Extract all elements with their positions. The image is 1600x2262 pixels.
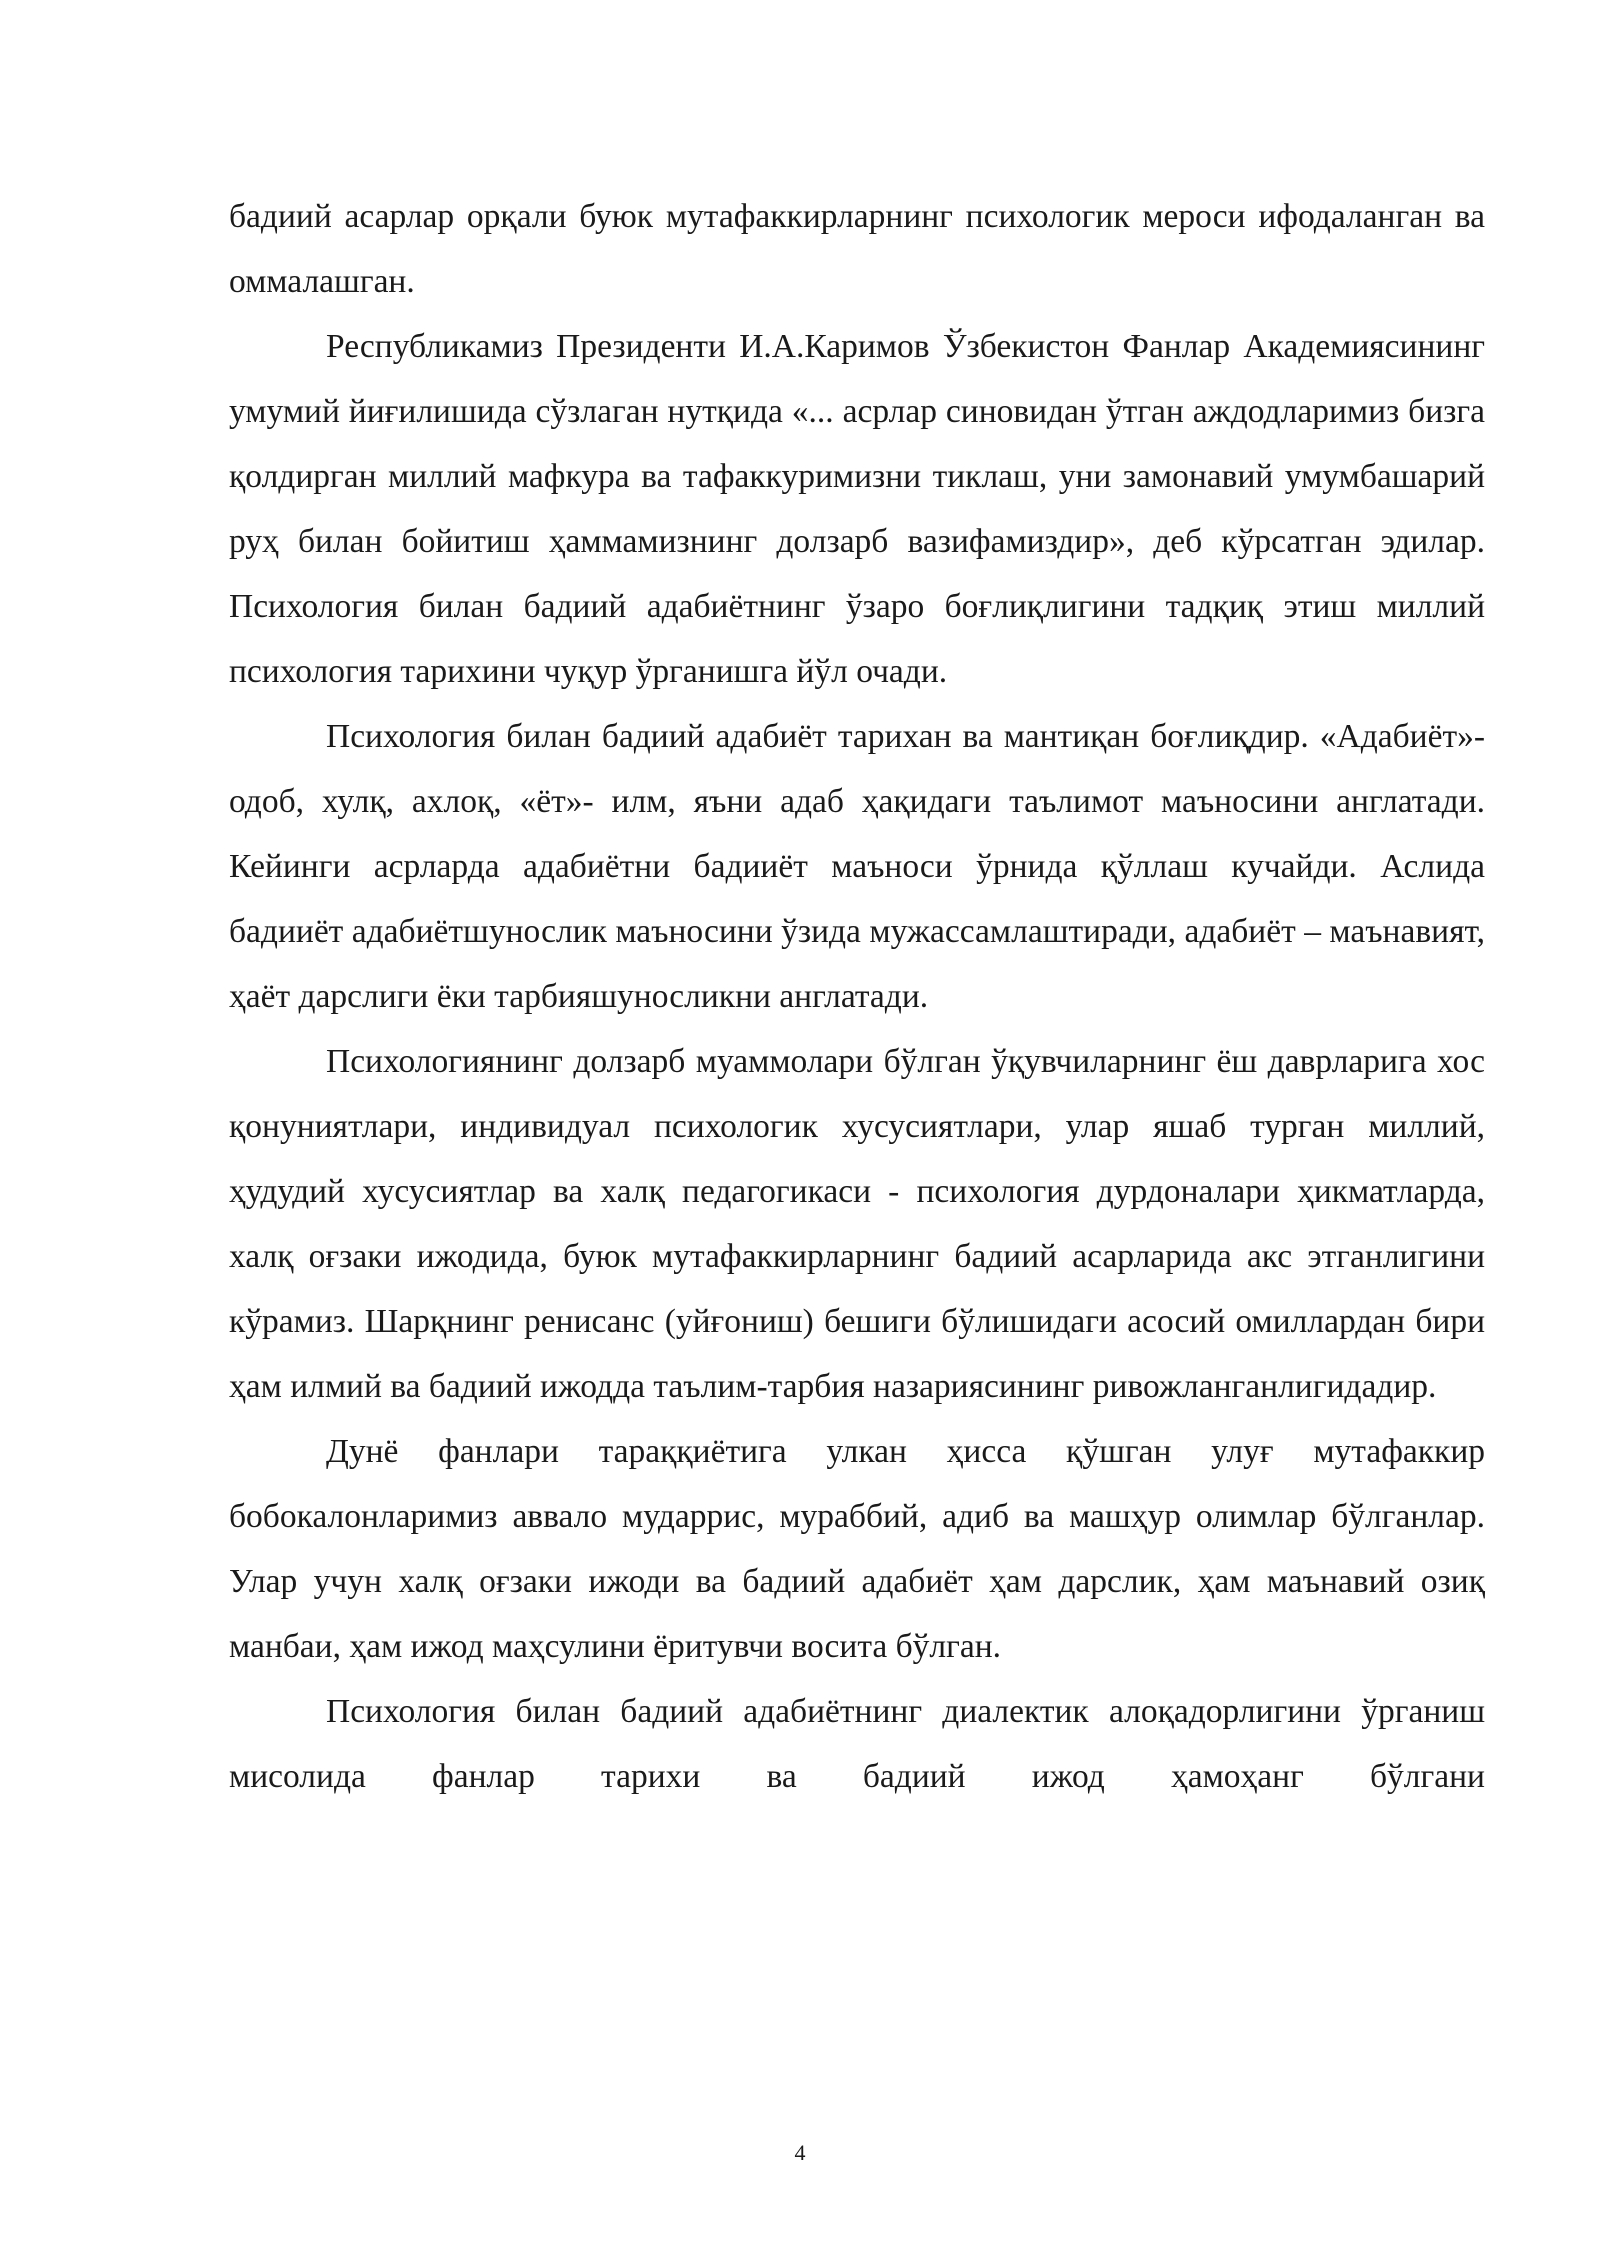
body-text: [229, 184, 1485, 1809]
paragraph-4: Психологиянинг долзарб муаммолари бўлган ўқувчиларнинг ёш даврларига хос қонуниятлари, индивидуал психологик хусусиятлари, улар яшаб турган миллий, ҳудудий хусусиятлар ва халқ педагогикаси - психология дурдоналари ҳикматларда, халқ оғзаки ижодида, буюк мутафаккирларнинг бадиий асарларида акс этганлигини кўрамиз. Шарқнинг ренисанс (уйғониш) бешиги бўлишидаги асосий омиллардан бири ҳам илмий ва бадиий ижодда таълим-тарбия назариясининг ривожланганлигидадир.: [229, 1043, 1485, 1405]
paragraph-5: Дунё фанлари тараққиётига улкан ҳисса қўшган улуғ мутафаккир бобокалонларимиз аввало мударрис, мураббий, адиб ва машҳур олимлар бўлганлар. Улар учун халқ оғзаки ижоди ва бадиий адабиёт ҳам дарслик, ҳам маънавий озиқ манбаи, ҳам ижод маҳсулини ёритувчи восита бўлган.: [229, 1433, 1485, 1665]
paragraph-1: бадиий асарлар орқали буюк мутафаккирларнинг психологик мероси ифодаланган ва оммалашган.: [229, 198, 1485, 300]
paragraph-6: Психология билан бадиий адабиётнинг диалектик алоқадорлигини ўрганиш мисолида фанлар тарихи ва бадиий ижод ҳамоҳанг бўлгани: [229, 1693, 1485, 1795]
page-number: 4: [794, 2140, 806, 2165]
paragraph-3: Психология билан бадиий адабиёт тарихан ва мантиқан боғлиқдир. «Адабиёт»- одоб, хулқ, ахлоқ, «ёт»- илм, яъни адаб ҳақидаги таълимот маъносини англатади. Кейинги асрларда адабиётни бадииёт маъноси ўрнида қўллаш кучайди. Аслида бадииёт адабиётшунослик маъносини ўзида мужассамлаштиради, адабиёт – маънавият, ҳаёт дарслиги ёки тарбияшуносликни англатади.: [229, 718, 1485, 1015]
paragraph-2: Республикамиз Президенти И.А.Каримов Ўзбекистон Фанлар Академиясининг умумий йиғилишида сўзлаган нутқида «... асрлар синовидан ўтган аждодларимиз бизга қолдирган миллий мафкура ва тафаккуримизни тиклаш, уни замонавий умумбашарий руҳ билан бойитиш ҳаммамизнинг долзарб вазифамиздир», деб кўрсатган эдилар. Психология билан бадиий адабиётнинг ўзаро боғлиқлигини тадқиқ этиш миллий психология тарихини чуқур ўрганишга йўл очади.: [229, 328, 1485, 690]
